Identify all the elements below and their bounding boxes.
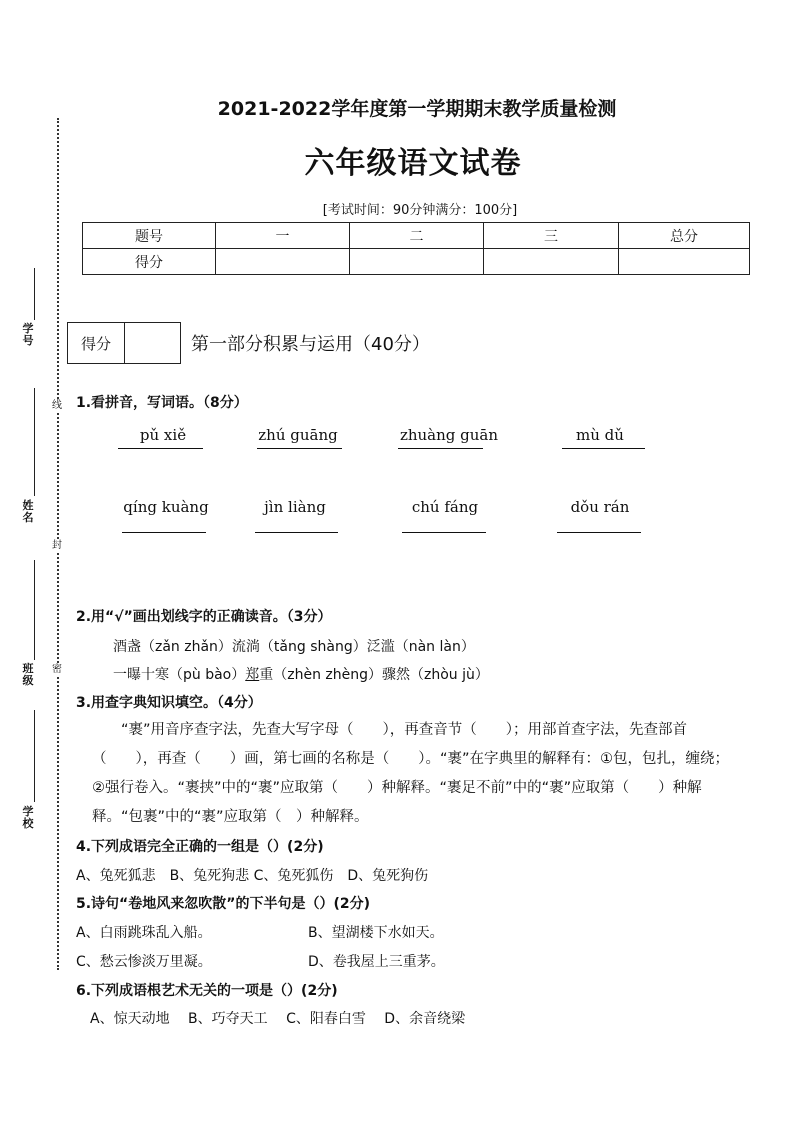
name-line — [34, 388, 35, 496]
score-cell[interactable] — [619, 249, 750, 275]
score-table-header-cell: 总分 — [619, 223, 750, 249]
score-cell[interactable] — [216, 249, 350, 275]
student-id-label: 学号 — [22, 322, 34, 347]
q5-option-c: C、愁云惨淡万里凝。 — [76, 954, 212, 970]
answer-line[interactable] — [562, 448, 645, 449]
class-line — [34, 560, 35, 660]
answer-line[interactable] — [402, 532, 486, 533]
pinyin-item: zhuàng guān — [399, 426, 499, 444]
answer-line[interactable] — [557, 532, 641, 533]
pinyin-item: zhú guāng — [258, 426, 338, 444]
q2-line-2-pre: 一曝十寒（pù bào） — [113, 667, 246, 683]
pinyin-item: jìn liàng — [264, 498, 326, 516]
name-label: 姓名 — [22, 499, 34, 524]
exam-title: 六年级语文试卷 — [304, 146, 522, 181]
pinyin-item: qíng kuàng — [123, 498, 209, 516]
pinyin-item: dǒu rán — [570, 498, 630, 516]
section-score-blank[interactable] — [125, 323, 180, 363]
seal-mark-mi: 密 — [52, 664, 62, 675]
q6-title: 6.下列成语根艺术无关的一项是（）(2分) — [76, 983, 338, 999]
section-score-label: 得分 — [68, 323, 125, 363]
answer-line[interactable] — [122, 532, 206, 533]
q5-option-d: D、卷我屋上三重茅。 — [308, 954, 445, 970]
score-table-row-label: 得分 — [83, 249, 216, 275]
pinyin-item: mù dǔ — [576, 426, 624, 444]
q5-option-b: B、望湖楼下水如天。 — [308, 925, 444, 941]
q4-title: 4.下列成语完全正确的一组是（）(2分) — [76, 839, 324, 855]
q2-line-1: 酒盏（zǎn zhǎn）流淌（tǎng shàng）泛滥（nàn làn） — [113, 639, 475, 655]
score-table-header-cell: 二 — [350, 223, 484, 249]
q5-option-a: A、白雨跳珠乱入船。 — [76, 925, 212, 941]
q2-underlined-char: 郑 — [245, 667, 260, 683]
q4-options: A、兔死狐悲 B、兔死狗悲 C、兔死狐伤 D、兔死狗伤 — [76, 868, 429, 884]
pinyin-item: pǔ xiě — [139, 426, 187, 444]
section-score-box — [67, 322, 181, 364]
q2-title: 2.用“√”画出划线字的正确读音。（3分） — [76, 609, 332, 625]
score-table-header-cell: 题号 — [83, 223, 216, 249]
score-table — [82, 222, 750, 275]
student-id-line — [34, 268, 35, 320]
answer-line[interactable] — [257, 448, 342, 449]
class-label: 班级 — [22, 662, 34, 687]
q2-line-2 — [113, 664, 489, 684]
answer-line[interactable] — [255, 532, 338, 533]
exam-subtitle: 2021-2022学年度第一学期期末教学质量检测 — [217, 98, 617, 120]
seal-mark-feng: 封 — [52, 540, 62, 551]
q2-line-2-post: 重（zhèn zhèng）骤然（zhòu jù） — [259, 667, 489, 683]
exam-time-info: [考试时间：90分钟满分：100分] — [322, 203, 518, 218]
section-title: 第一部分积累与运用（40分） — [191, 334, 430, 355]
seal-mark-line: 线 — [52, 400, 62, 411]
score-table-header-cell: 三 — [484, 223, 619, 249]
q3-title: 3.用查字典知识填空。（4分） — [76, 695, 262, 711]
school-line — [34, 710, 35, 802]
q6-options: A、惊天动地 B、巧夺天工 C、阳春白雪 D、余音绕梁 — [90, 1011, 466, 1027]
score-table-header-cell: 一 — [216, 223, 350, 249]
score-table-header-row — [83, 223, 750, 249]
score-cell[interactable] — [350, 249, 484, 275]
answer-line[interactable] — [398, 448, 483, 449]
school-label: 学校 — [22, 805, 34, 830]
score-table-score-row — [83, 249, 750, 275]
score-cell[interactable] — [484, 249, 619, 275]
q3-body: “裹”用音序查字法，先查大写字母（ ），再查音节（ ）；用部首查字法，先查部首（ ），再查（ ）画，第七画的名称是（ ）。“裹”在字典里的解释有：①包，包扎，缠绕；②强行卷入。“裹挟”中的“裹”应取第（ ）种解释。“裹足不前”中的“裹”应取第（ ）种解释。“包裹”中的“裹”应取第（ ）种解释。 — [92, 722, 730, 825]
pinyin-item: chú fáng — [411, 498, 479, 516]
q1-title: 1.看拼音，写词语。（8分） — [76, 395, 248, 411]
q5-title: 5.诗句“卷地风来忽吹散”的下半句是（）(2分) — [76, 896, 370, 912]
answer-line[interactable] — [118, 448, 203, 449]
